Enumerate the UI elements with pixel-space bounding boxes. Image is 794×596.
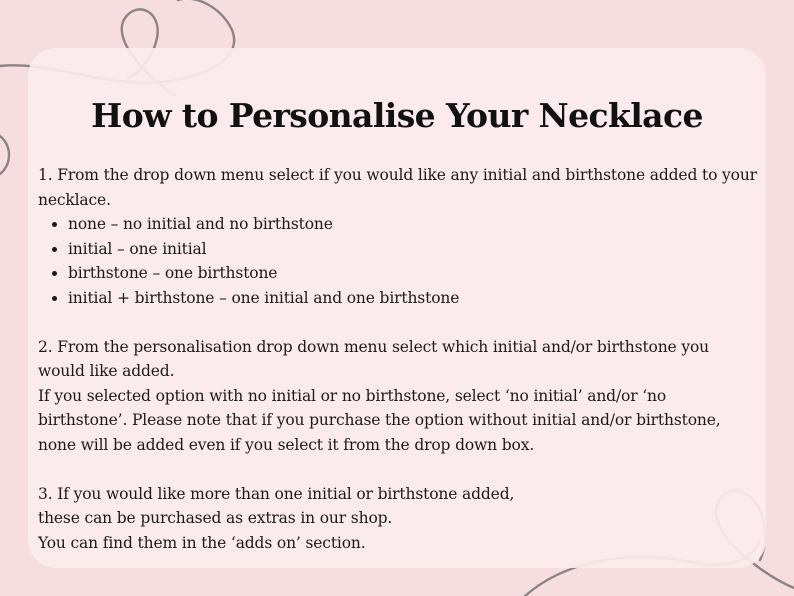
step-3-line-1: 3. If you would like more than one initial or birthstone added, xyxy=(38,484,515,503)
page-title: How to Personalise Your Necklace xyxy=(91,96,703,135)
step-3-line-2: these can be purchased as extras in our shop. xyxy=(38,509,393,528)
step-2-note: If you selected option with no initial or no birthstone, select ‘no initial’ and/or ‘no birthstone’. Please note that if you purchase the option without initial and/or birthstone, none will be added even if you select it from the drop down box. xyxy=(38,386,721,454)
options-list xyxy=(38,212,758,310)
option-item-birthstone: • birthstone – one birthstone xyxy=(68,261,758,286)
paragraph-spacer xyxy=(38,311,758,335)
step-2-instruction: 2. From the personalisation drop down menu select which initial and/or birthstone you would like added. xyxy=(38,337,709,381)
left-edge-arc xyxy=(0,136,9,174)
step-3-line-3: You can find them in the ‘adds on’ section. xyxy=(38,533,366,552)
option-item-none: • none – no initial and no birthstone xyxy=(68,212,758,237)
option-item-initial: • initial – one initial xyxy=(68,237,758,262)
paragraph-spacer xyxy=(38,458,758,482)
option-item-initial-plus-birthstone: • initial + birthstone – one initial and one birthstone xyxy=(68,286,758,311)
step-1-intro: 1. From the drop down menu select if you would like any initial and birthstone added to your necklace. xyxy=(38,166,757,209)
instructions-body xyxy=(38,163,758,555)
